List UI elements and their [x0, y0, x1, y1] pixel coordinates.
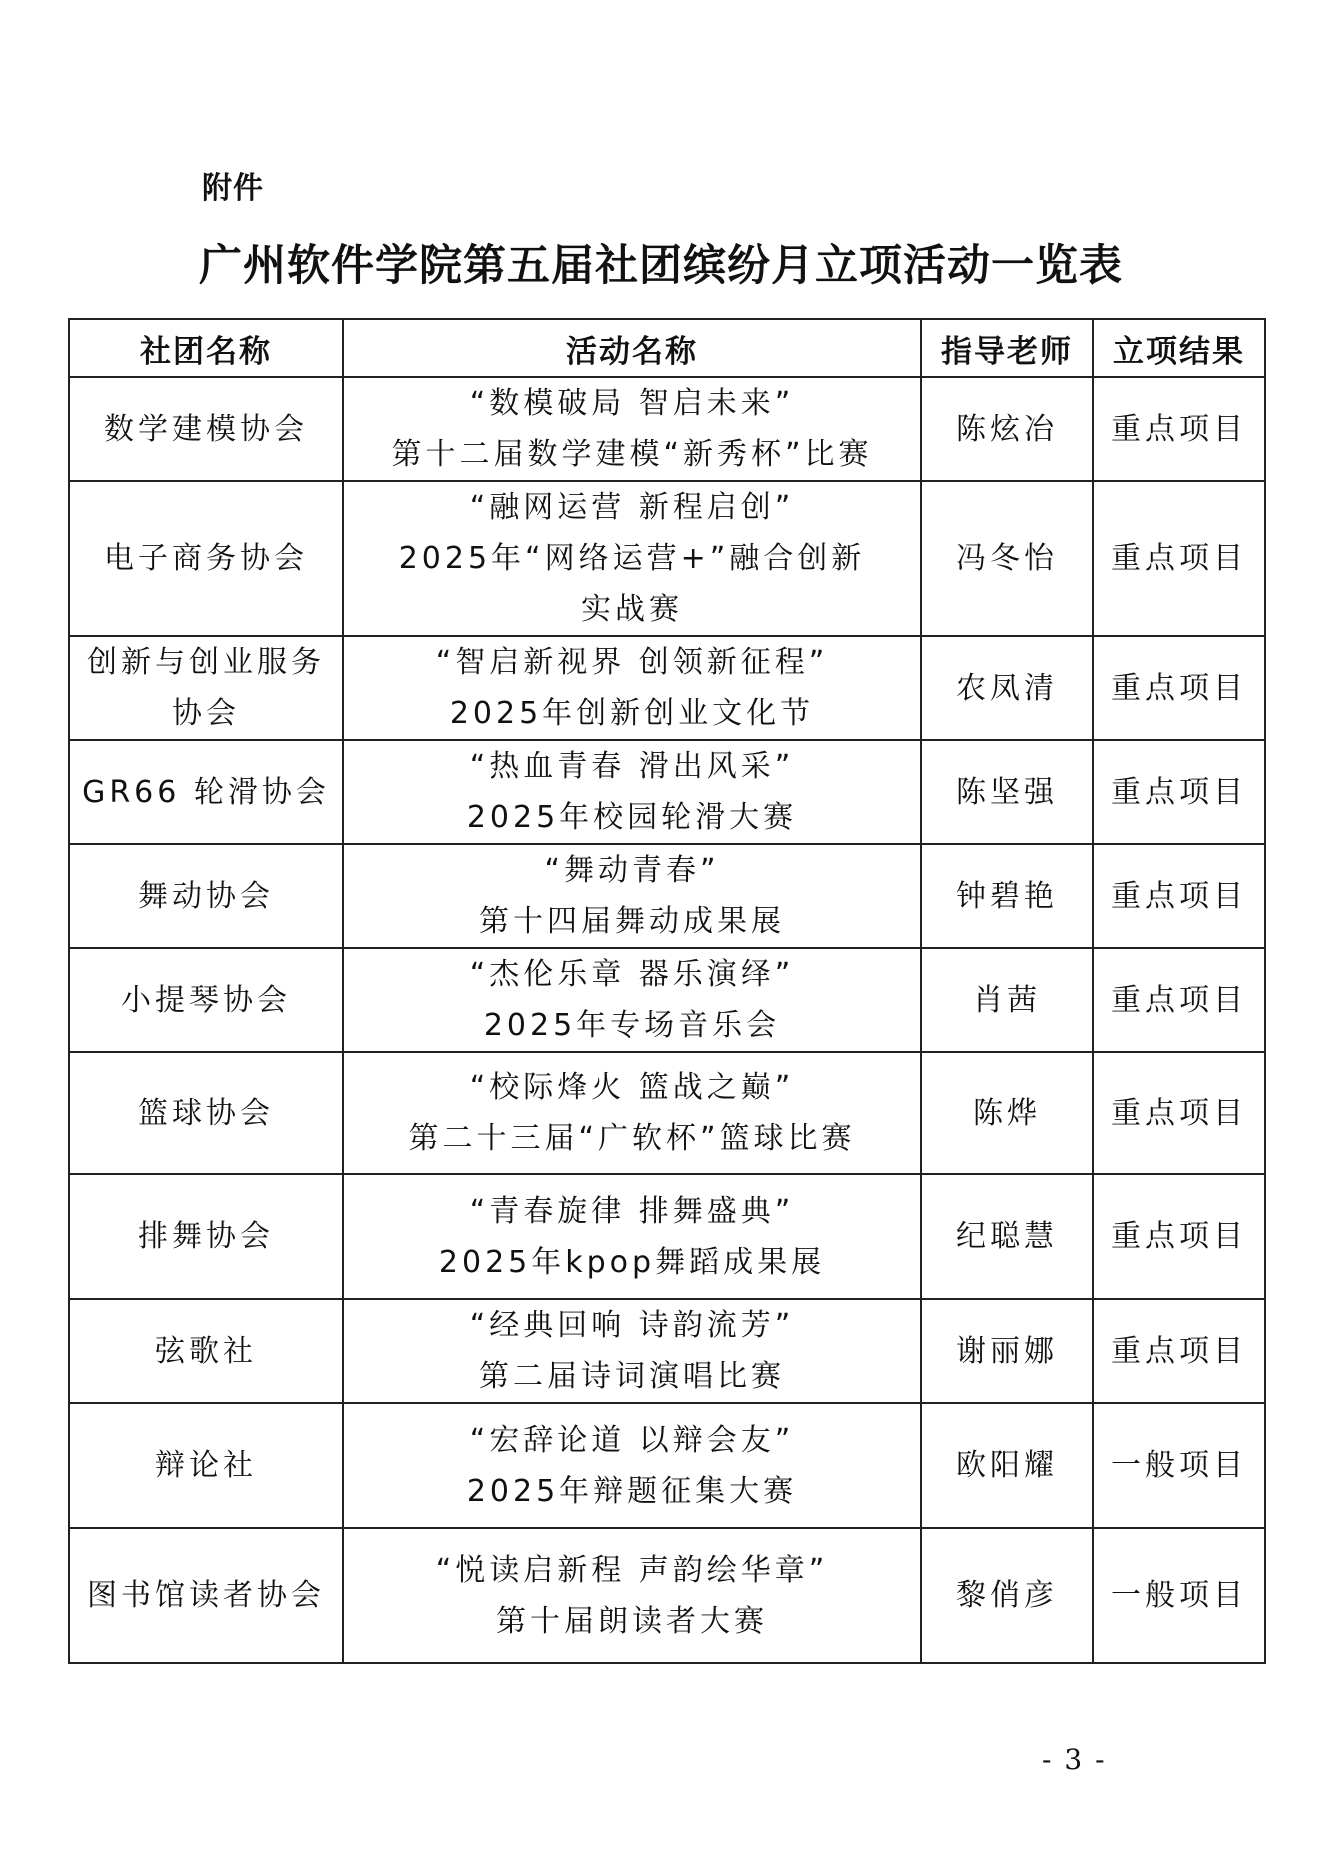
activity-line: “校际烽火 篮战之巅” [469, 1070, 795, 1105]
club-name: 篮球协会 [69, 1052, 343, 1174]
club-name: 舞动协会 [69, 844, 343, 948]
club-name: GR66 轮滑协会 [69, 740, 343, 844]
activity-line: 2025年校园轮滑大赛 [466, 800, 798, 835]
club-name: 小提琴协会 [69, 948, 343, 1052]
project-result: 一般项目 [1093, 1403, 1265, 1528]
activity-line: “悦读启新程 声韵绘华章” [435, 1552, 829, 1588]
club-name: 辩论社 [69, 1403, 343, 1528]
table-row [69, 1528, 1265, 1663]
activity-line: “青春旋律 排舞盛典” [469, 1193, 795, 1229]
page-number: - 3 - [1042, 1743, 1107, 1776]
activity-line: 2025年专场音乐会 [483, 1008, 781, 1043]
activity-name [343, 1403, 921, 1528]
activity-line: “宏辞论道 以辩会友” [469, 1422, 795, 1458]
table-row [69, 740, 1265, 844]
activity-name [343, 636, 921, 740]
document-title: 广州软件学院第五届社团缤纷月立项活动一览表 [199, 241, 1123, 291]
advisor-name: 谢丽娜 [921, 1299, 1093, 1403]
activity-line: “数模破局 智启未来” [469, 386, 795, 421]
header-activity: 活动名称 [343, 319, 921, 377]
advisor-name: 陈烨 [921, 1052, 1093, 1174]
activity-name [343, 1299, 921, 1403]
project-result: 重点项目 [1093, 481, 1265, 636]
advisor-name: 肖茜 [921, 948, 1093, 1052]
advisor-name: 农凤清 [921, 636, 1093, 740]
project-result: 重点项目 [1093, 636, 1265, 740]
table-row [69, 481, 1265, 636]
project-result: 重点项目 [1093, 844, 1265, 948]
advisor-name: 钟碧艳 [921, 844, 1093, 948]
table-header-row [69, 319, 1265, 377]
table-row [69, 377, 1265, 481]
table-row [69, 1403, 1265, 1528]
activity-line: “杰伦乐章 器乐演绎” [469, 957, 795, 992]
advisor-name: 黎俏彦 [921, 1528, 1093, 1663]
activity-line: 2025年“网络运营+”融合创新 [398, 541, 866, 576]
club-name: 图书馆读者协会 [69, 1528, 343, 1663]
advisor-name: 欧阳耀 [921, 1403, 1093, 1528]
project-result: 重点项目 [1093, 1052, 1265, 1174]
activity-line: 第十四届舞动成果展 [479, 904, 785, 939]
table-row [69, 636, 1265, 740]
project-result: 重点项目 [1093, 948, 1265, 1052]
activity-name [343, 1052, 921, 1174]
header-advisor: 指导老师 [921, 319, 1093, 377]
advisor-name: 冯冬怡 [921, 481, 1093, 636]
activity-line: 第二十三届“广软杯”篮球比赛 [408, 1121, 856, 1156]
activity-line: “经典回响 诗韵流芳” [469, 1308, 795, 1343]
activity-name [343, 481, 921, 636]
header-club: 社团名称 [69, 319, 343, 377]
activity-line: 第二届诗词演唱比赛 [479, 1359, 785, 1394]
activity-name [343, 844, 921, 948]
activity-line: 第十二届数学建模“新秀杯”比赛 [391, 437, 873, 472]
activity-name [343, 1174, 921, 1299]
advisor-name: 陈坚强 [921, 740, 1093, 844]
club-name: 创新与创业服务协会 [69, 636, 343, 740]
club-name: 排舞协会 [69, 1174, 343, 1299]
activity-line: “智启新视界 创领新征程” [435, 645, 829, 680]
attachment-label: 附件 [202, 171, 264, 206]
club-name: 数学建模协会 [69, 377, 343, 481]
activity-name [343, 377, 921, 481]
activity-line: “舞动青春” [544, 853, 720, 888]
activity-name [343, 948, 921, 1052]
activity-table [68, 318, 1266, 1664]
advisor-name: 纪聪慧 [921, 1174, 1093, 1299]
project-result: 重点项目 [1093, 1299, 1265, 1403]
activity-line: 第十届朗读者大赛 [496, 1603, 768, 1639]
activity-line: 实战赛 [581, 592, 683, 627]
activity-line: 2025年辩题征集大赛 [466, 1473, 798, 1509]
activity-line: 2025年创新创业文化节 [449, 696, 815, 731]
activity-line: “融网运营 新程启创” [469, 490, 795, 525]
activity-line: 2025年kpop舞蹈成果展 [438, 1244, 826, 1280]
project-result: 一般项目 [1093, 1528, 1265, 1663]
advisor-name: 陈炫冶 [921, 377, 1093, 481]
club-name: 电子商务协会 [69, 481, 343, 636]
project-result: 重点项目 [1093, 1174, 1265, 1299]
activity-name [343, 1528, 921, 1663]
table-row [69, 1052, 1265, 1174]
header-result: 立项结果 [1093, 319, 1265, 377]
table-row [69, 844, 1265, 948]
project-result: 重点项目 [1093, 377, 1265, 481]
table-row [69, 1299, 1265, 1403]
table-row [69, 1174, 1265, 1299]
club-name: 弦歌社 [69, 1299, 343, 1403]
table-row [69, 948, 1265, 1052]
activity-line: “热血青春 滑出风采” [469, 749, 795, 784]
activity-name [343, 740, 921, 844]
project-result: 重点项目 [1093, 740, 1265, 844]
